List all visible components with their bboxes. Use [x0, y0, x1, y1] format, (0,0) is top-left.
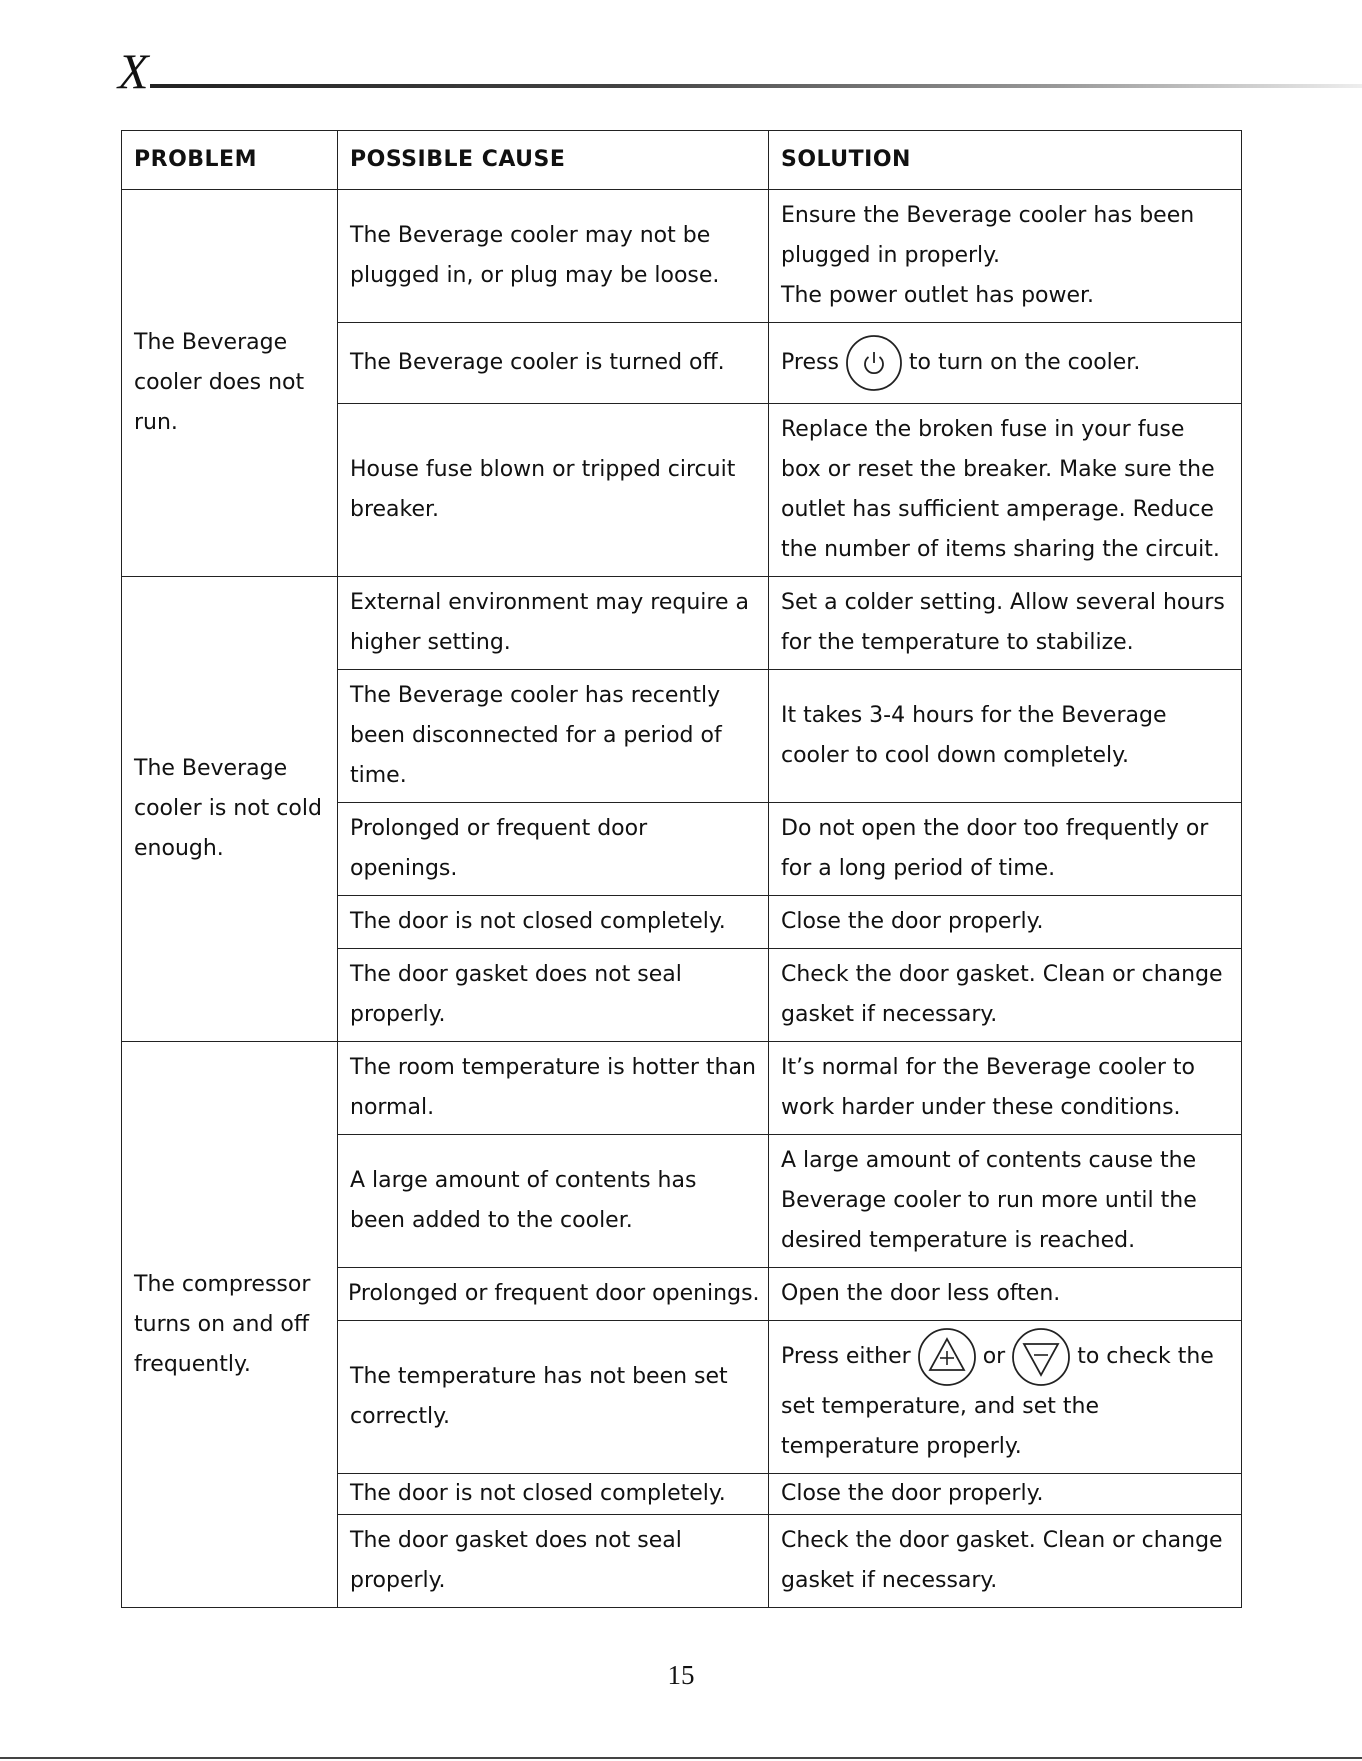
- cause-cell: The door is not closed completely.: [338, 1474, 769, 1515]
- solution-cell: Close the door properly.: [769, 896, 1242, 949]
- table-row: [122, 190, 1242, 323]
- problem-cell: The Beverage cooler is not cold enough.: [122, 577, 338, 1042]
- cause-cell: The door gasket does not seal properly.: [338, 1515, 769, 1608]
- power-icon: [845, 334, 903, 392]
- problem-cell: The Beverage cooler does not run.: [122, 190, 338, 577]
- solution-cell: Check the door gasket. Clean or change gasket if necessary.: [769, 1515, 1242, 1608]
- header-solution: SOLUTION: [769, 131, 1242, 190]
- cause-cell: House fuse blown or tripped circuit breaker.: [338, 404, 769, 577]
- header-possible-cause: POSSIBLE CAUSE: [338, 131, 769, 190]
- solution-text-post: to check the set temperature, and set the temperature properly.: [781, 1344, 1214, 1459]
- cause-cell: The Beverage cooler has recently been disconnected for a period of time.: [338, 670, 769, 803]
- solution-cell: Check the door gasket. Clean or change gasket if necessary.: [769, 949, 1242, 1042]
- table-row: [122, 577, 1242, 670]
- cause-cell: A large amount of contents has been added to the cooler.: [338, 1135, 769, 1268]
- cause-cell: External environment may require a higher setting.: [338, 577, 769, 670]
- bottom-rule: [0, 1757, 1362, 1759]
- table-row: [122, 1042, 1242, 1135]
- header-rule: [150, 84, 1362, 88]
- table-header-row: [122, 131, 1242, 190]
- solution-cell: Do not open the door too frequently or for a long period of time.: [769, 803, 1242, 896]
- solution-text-post: to turn on the cooler.: [908, 350, 1141, 375]
- cause-cell: The Beverage cooler is turned off.: [338, 323, 769, 404]
- troubleshooting-table: [121, 130, 1242, 1608]
- cause-cell: Prolonged or frequent door openings.: [338, 803, 769, 896]
- cause-cell: The temperature has not been set correctly.: [338, 1321, 769, 1474]
- header-problem: PROBLEM: [122, 131, 338, 190]
- brand-logo: X: [118, 43, 149, 99]
- temperature-down-icon: [1011, 1327, 1071, 1387]
- cause-cell: The door is not closed completely.: [338, 896, 769, 949]
- problem-cell: The compressor turns on and off frequently.: [122, 1042, 338, 1608]
- solution-text-pre: Press either: [781, 1344, 911, 1369]
- solution-cell: [769, 323, 1242, 404]
- solution-cell: Replace the broken fuse in your fuse box or reset the breaker. Make sure the outlet has sufficient amperage. Reduce the number of items sharing the circuit.: [769, 404, 1242, 577]
- solution-cell: [769, 190, 1242, 323]
- solution-cell: Open the door less often.: [769, 1268, 1242, 1321]
- solution-text-mid: or: [982, 1344, 1006, 1369]
- cause-cell: The Beverage cooler may not be plugged in, or plug may be loose.: [338, 190, 769, 323]
- cause-cell: The room temperature is hotter than normal.: [338, 1042, 769, 1135]
- cause-cell: Prolonged or frequent door openings.: [338, 1268, 769, 1321]
- temperature-up-icon: [917, 1327, 977, 1387]
- solution-cell: It takes 3-4 hours for the Beverage cooler to cool down completely.: [769, 670, 1242, 803]
- page-number: 15: [667, 1660, 695, 1690]
- solution-text-pre: Press: [781, 350, 839, 375]
- cause-cell: The door gasket does not seal properly.: [338, 949, 769, 1042]
- solution-cell: It’s normal for the Beverage cooler to work harder under these conditions.: [769, 1042, 1242, 1135]
- solution-text-2: The power outlet has power.: [781, 283, 1095, 308]
- solution-cell: A large amount of contents cause the Beverage cooler to run more until the desired temperature is reached.: [769, 1135, 1242, 1268]
- solution-text: Ensure the Beverage cooler has been plugged in properly.: [781, 203, 1195, 268]
- solution-cell: Set a colder setting. Allow several hours for the temperature to stabilize.: [769, 577, 1242, 670]
- solution-cell: Close the door properly.: [769, 1474, 1242, 1515]
- solution-cell: [769, 1321, 1242, 1474]
